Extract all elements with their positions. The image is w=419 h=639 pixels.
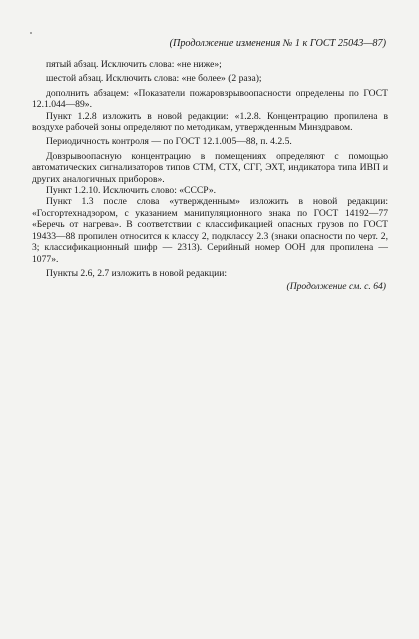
continuation-note: (Продолжение см. с. 64) [286, 281, 386, 292]
paragraph-pre-explosive: Довзрывоопасную концентрацию в помещениях определяют с помощью автоматических сигнализаторов типов СТМ, СТХ, СГГ, ЭХТ, индикатора типа ИВП и других аналогичных приборов». [32, 150, 388, 185]
paragraph-clause-1-2-8: Пункт 1.2.8 изложить в новой редакции: «1.2.8. Концентрацию пропилена в воздухе рабочей зоны определяют по методикам, утвержденным Минздравом. [32, 110, 388, 134]
paragraph-clause-1-2-10: Пункт 1.2.10. Исключить слово: «СССР». [46, 185, 217, 197]
paragraph-sixth-abzac: шестой абзац. Исключить слова: «не более» (2 раза); [46, 73, 262, 85]
amendment-body [32, 59, 388, 282]
running-header: (Продолжение изменения № 1 к ГОСТ 25043—87) [169, 38, 386, 49]
paragraph-clause-1-3: Пункт 1.3 после слова «утвержденным» изложить в новой редакции: «Госгортехнадзором, с указанием манипуляционного знака по ГОСТ 14192—77 «Беречь от нагрева». В соответствии с классификацией опасных грузов по ГОСТ 19433—88 пропилен относится к классу 2, подклассу 2.3 (знаки опасности по черт. 2, 3; классификационный шифр — 2313). Серийный номер ООН для пропилена — 1077». [32, 196, 388, 265]
paragraph-supplement: дополнить абзацем: «Показатели пожаровзрывоопасности определены по ГОСТ 12.1.044—89». [32, 87, 388, 111]
paragraph-control-period: Периодичность контроля — по ГОСТ 12.1.005—88, п. 4.2.5. [46, 136, 292, 148]
paragraph-clauses-2-6-2-7: Пункты 2.6, 2.7 изложить в новой редакции: [46, 267, 228, 279]
paragraph-fifth-abzac: пятый абзац. Исключить слова: «не ниже»; [46, 59, 222, 70]
scan-speck [30, 32, 32, 34]
